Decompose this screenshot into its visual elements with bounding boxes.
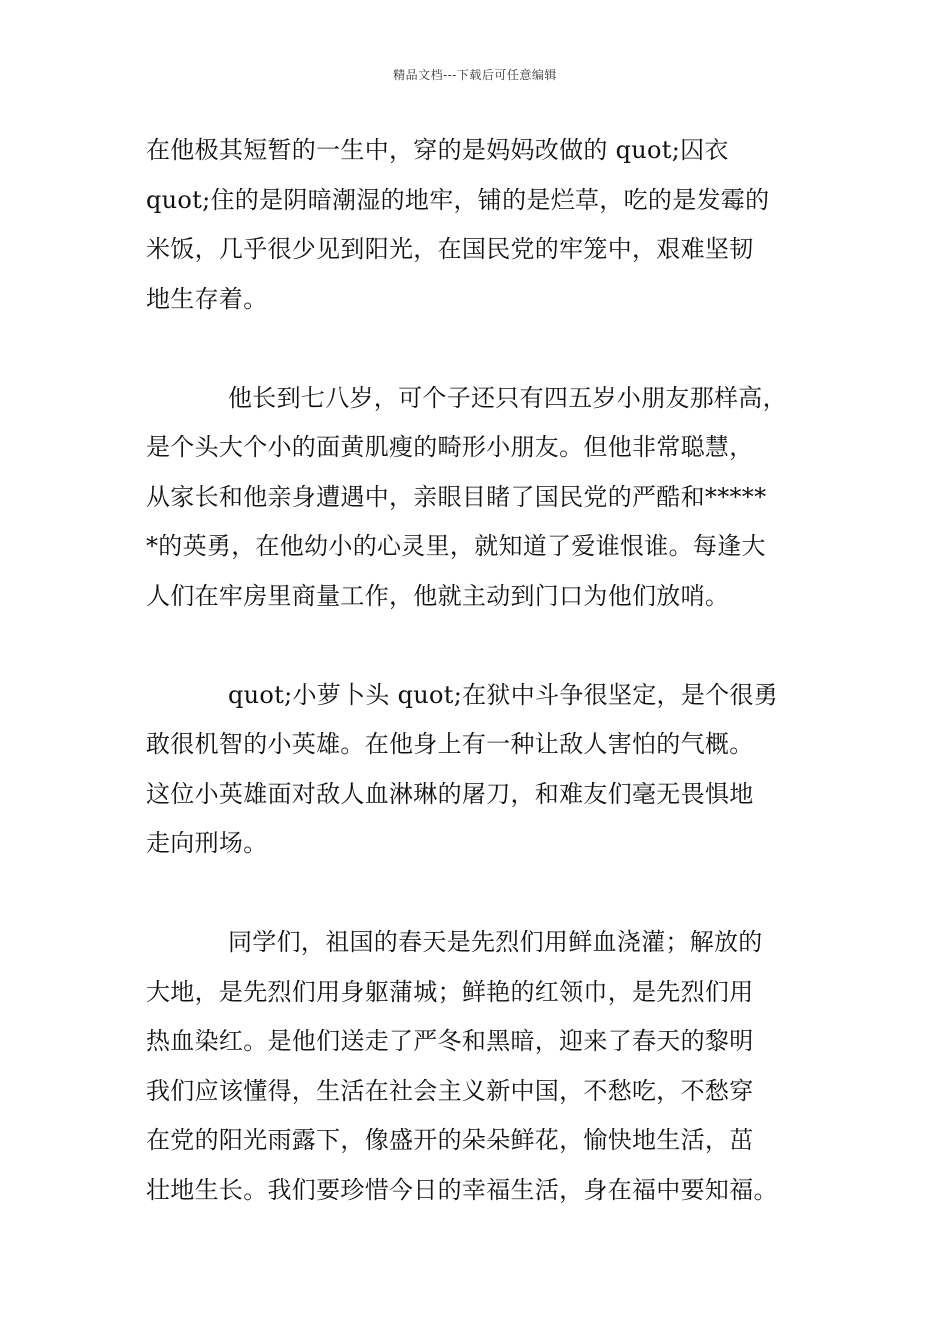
text-line: 壮地生长。我们要珍惜今日的幸福生活，身在福中要知福。	[146, 1175, 778, 1204]
text-line: 敢很机智的小英雄。在他身上有一种让敌人害怕的气概。	[146, 730, 754, 758]
paragraph-spacer	[146, 324, 806, 374]
text-line: 在他极其短暂的一生中，穿的是妈妈改做的 quot;囚衣	[146, 136, 729, 164]
text-line: 是个头大个小的面黄肌瘦的畸形小朋友。但他非常聪慧，	[146, 433, 754, 461]
text-line: 走向刑场。	[146, 829, 268, 857]
paragraph-3	[146, 671, 806, 869]
document-body	[146, 126, 806, 1215]
paragraph-spacer	[146, 621, 806, 671]
text-line: 我们应该懂得，生活在社会主义新中国，不愁吃，不愁穿	[146, 1076, 754, 1105]
text-line: quot;小萝卜头 quot;在狱中斗争很坚定，是个很勇	[228, 680, 779, 709]
text-line: 米饭，几乎很少见到阳光，在国民党的牢笼中，艰难坚韧	[146, 235, 754, 263]
text-line: 同学们，祖国的春天是先烈们用鲜血浇灌；解放的	[228, 928, 763, 956]
paragraph-1	[146, 126, 806, 324]
text-line: 这位小英雄面对敌人血淋琳的屠刀，和难友们毫无畏惧地	[146, 779, 754, 808]
text-line: 地生存着。	[146, 284, 268, 313]
text-line: 热血染红。是他们送走了严冬和黑暗，迎来了春天的黎明	[146, 1027, 754, 1055]
text-line: 从家长和他亲身遭遇中，亲眼目睹了国民党的严酷和*****	[146, 482, 767, 511]
text-line: 大地，是先烈们用身躯蒲城；鲜艳的红领巾，是先烈们用	[146, 977, 754, 1006]
paragraph-2	[146, 374, 806, 622]
page-header: 精品文档---下载后可任意编辑	[393, 68, 557, 82]
paragraph-4	[146, 918, 806, 1215]
text-line: 他长到七八岁，可个子还只有四五岁小朋友那样高，	[228, 383, 787, 412]
text-line: quot;住的是阴暗潮湿的地牢，铺的是烂草，吃的是发霉的	[146, 185, 770, 214]
text-line: 在党的阳光雨露下，像盛开的朵朵鲜花，愉快地生活，茁	[146, 1126, 754, 1154]
text-line: 人们在牢房里商量工作，他就主动到门口为他们放哨。	[146, 581, 730, 610]
paragraph-spacer	[146, 869, 806, 919]
text-line: *的英勇，在他幼小的心灵里，就知道了爱谁恨谁。每逢大	[146, 532, 766, 560]
